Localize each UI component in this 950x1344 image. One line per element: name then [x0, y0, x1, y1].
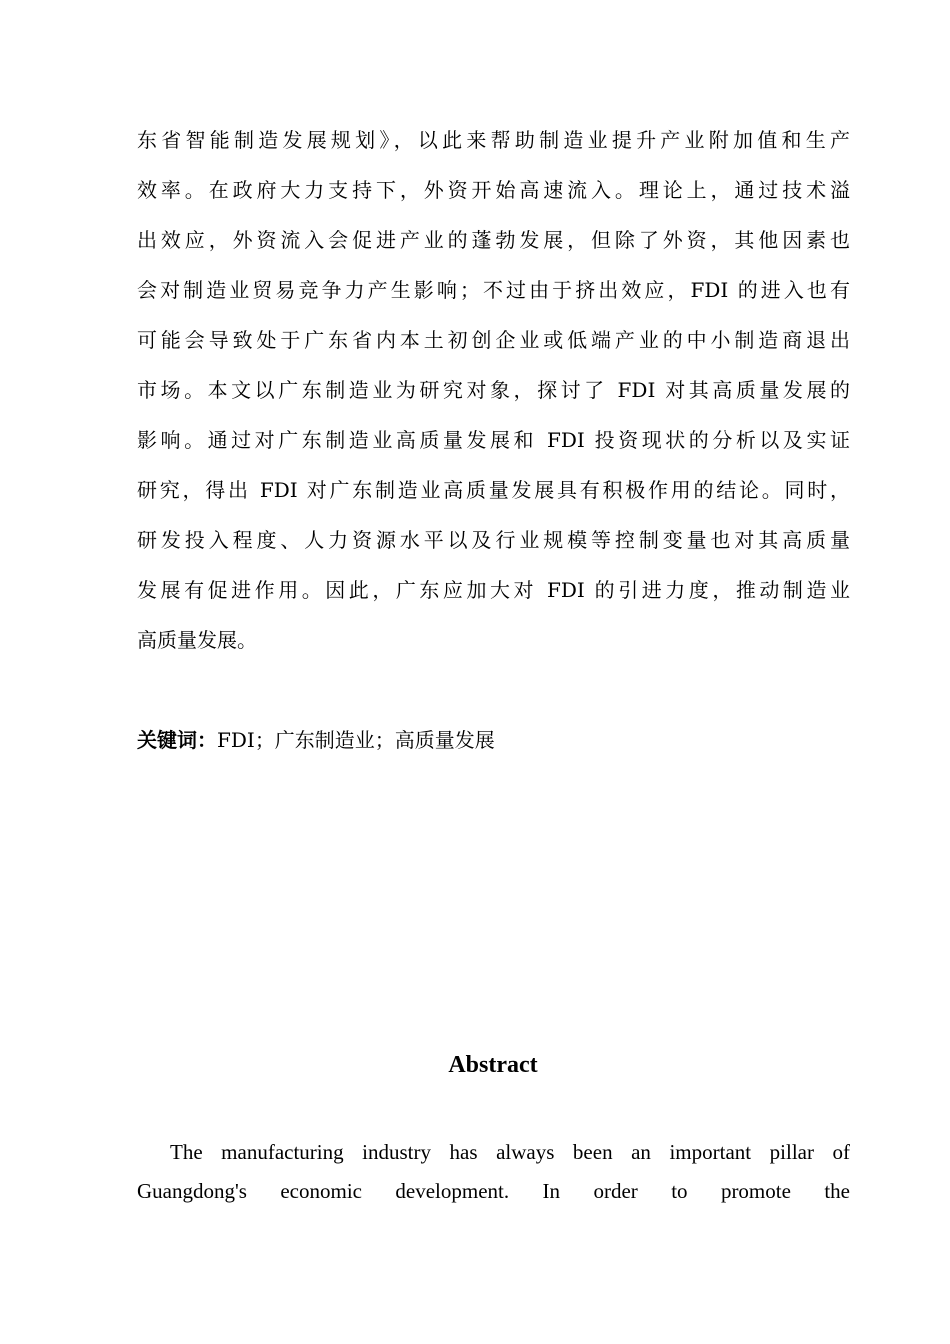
keywords	[137, 725, 495, 755]
english-abstract-line: The manufacturing industry has always been an important pillar of	[170, 1140, 850, 1164]
chinese-abstract-line: 出效应，外资流入会促进产业的蓬勃发展，但除了外资，其他因素也	[137, 228, 850, 252]
chinese-abstract-line: 效率。在政府大力支持下，外资开始高速流入。理论上，通过技术溢	[137, 178, 850, 202]
abstract-heading: Abstract	[448, 1052, 538, 1078]
english-abstract-line: Guangdong's economic development. In order to promote the	[137, 1179, 850, 1203]
chinese-abstract-line: 影响。通过对广东制造业高质量发展和 FDI 投资现状的分析以及实证	[137, 428, 850, 452]
chinese-abstract-line: 市场。本文以广东制造业为研究对象，探讨了 FDI 对其高质量发展的	[137, 378, 850, 402]
chinese-abstract-line: 发展有促进作用。因此，广东应加大对 FDI 的引进力度，推动制造业	[137, 578, 850, 602]
chinese-abstract-line: 高质量发展。	[137, 628, 257, 652]
keywords-text: FDI；广东制造业；高质量发展	[217, 728, 495, 752]
chinese-abstract-line: 研发投入程度、人力资源水平以及行业规模等控制变量也对其高质量	[137, 528, 850, 552]
chinese-abstract-line: 会对制造业贸易竞争力产生影响；不过由于挤出效应，FDI 的进入也有	[137, 278, 850, 302]
keywords-label: 关键词：	[137, 728, 217, 752]
chinese-abstract-line: 可能会导致处于广东省内本土初创企业或低端产业的中小制造商退出	[137, 328, 850, 352]
chinese-abstract-line: 研究，得出 FDI 对广东制造业高质量发展具有积极作用的结论。同时，	[137, 478, 850, 502]
chinese-abstract-line: 东省智能制造发展规划》，以此来帮助制造业提升产业附加值和生产	[137, 128, 850, 152]
